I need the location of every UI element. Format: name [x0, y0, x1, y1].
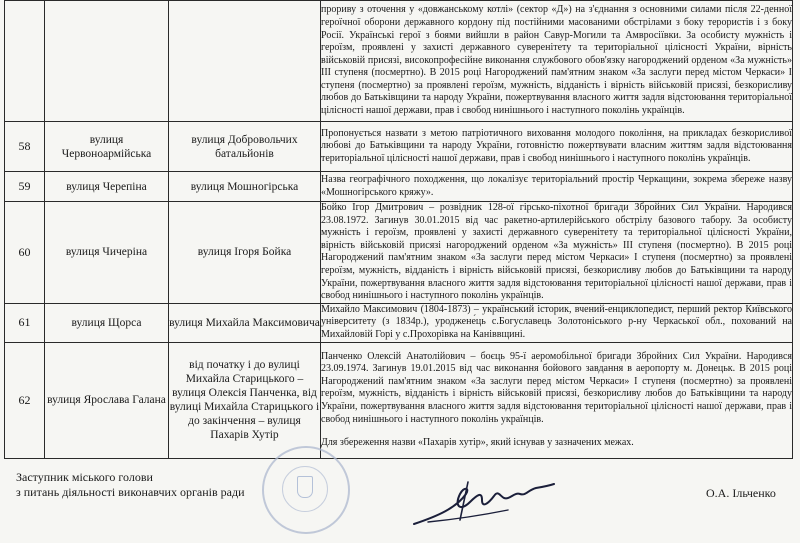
new-street-name: вулиця Ігоря Бойка [169, 202, 321, 304]
row-number: 62 [5, 342, 45, 458]
rename-justification [321, 342, 793, 458]
signatory-name: О.А. Ільченко [706, 486, 776, 500]
justification-text: Назва географічного походження, що локалізує територіальний простір Черкащини, зокрема збереже назву «Мошногірського кряжу». [321, 173, 792, 198]
row-number: 58 [5, 122, 45, 172]
position-line: з питань діяльності виконавчих органів ради [16, 485, 245, 499]
rename-justification [321, 202, 793, 304]
old-street-name: вулиця Черепіна [45, 172, 169, 202]
table-row [5, 122, 793, 172]
justification-text: Панченко Олексій Анатолійович – боєць 95-ї аеромобільної бригади Збройних Сил України. Народився 23.09.1974. Загинув 19.01.2015 від час виконання бойового завдання в аеропорту м. Донецьк. В 2015 році Нагороджений пам'ятним знаком «За заслуги перед містом Черкаси» I ступеня (посмертно) за проявлені героїзм, мужність, відданість і вірність військовій присязі, безкорисливу любов до Батьківщини та народу України, пожертвування власного життя задля відстоювання територіальної цілісності нашої держави, прав і свобод нинішнього і наступного поколінь українців. [321, 350, 792, 425]
handwritten-signature-icon [408, 472, 558, 532]
justification-note: Для збереження назви «Пахарів хутір», який існував у зазначених межах. [321, 437, 634, 449]
rename-justification [321, 303, 793, 342]
justification-text: Бойко Ігор Дмитрович – розвідник 128-ої гірсько-піхотної бригади Збройних Сил України. Народився 23.08.1972. Загинув 30.01.2015 від час ракетно-артилерійського обстрілу базового табору. За особисту мужність і героїзм, проявлені у захисті державного суверенітету та територіальної цілісності України, вірність військовій присязі нагороджений орденом «За мужність» III ступеня (посмертно). В 2015 році Нагороджений пам'ятним знаком «За заслуги перед містом Черкаси» I ступеня (посмертно) за проявлені героїзм, мужність, відданість і вірність військовій присязі, безкорисливу любов до Батьківщини та народу України, пожертвування власного життя задля відстоювання територіальної цілісності нашої держави, прав і свобод нинішнього і наступного поколінь українців. [321, 202, 792, 302]
signature-block [0, 458, 800, 543]
old-street-name: вулиця Ярослава Галана [45, 342, 169, 458]
old-street-name: вулиця Щорса [45, 303, 169, 342]
justification-text: прориву з оточення у «довжанському котлі» (сектор «Д») на з'єднання з основними силами після 22-денної героїчної оборони державного кордону під постійними масованими обстрілами з боку терористів і з боку Росії. Українські герої з боями вийшли в район Савур-Могили та Амвросіївки. За особисту мужність і героїзм, проявлені у захисті державного суверенітету та територіальної цілісності України, вірність військовій присязі, високопрофесійне виконання службового обов'язку нагороджений орденом «За мужність» III ступеня (посмертно). В 2015 році Нагороджений пам'ятним знаком «За заслуги перед містом Черкаси» I ступеня (посмертно) за проявлені героїзм, мужність, відданість і вірність військовій присязі, безкорисливу любов до Батьківщини та народу України, пожертвування власного життя задля відстоювання територіальної цілісності нашої держави, прав і свобод нинішнього і наступного поколінь українців. [321, 4, 792, 117]
new-street-name: вулиця Мошногірська [169, 172, 321, 202]
old-street-name: вулиця Червоноармійська [45, 122, 169, 172]
row-number: 61 [5, 303, 45, 342]
new-street-name [169, 1, 321, 122]
street-rename-table [4, 0, 793, 459]
rename-justification [321, 1, 793, 122]
signatory-position [16, 470, 245, 500]
new-street-name: від початку і до вулиці Михайла Старицького – вулиця Олексія Панченка, від вулиці Михайла Старицького і до закінчення – вулиця Пахарів Хутір [169, 342, 321, 458]
new-street-name: вулиця Добровольчих батальйонів [169, 122, 321, 172]
justification-text: Михайло Максимович (1804-1873) – український історик, вчений-енциклопедист, перший ректор Київського університету (з 1834р.), уроджене́ць с.Богуславець Золотоніського р-ну Черкаської обл., похований на Михайловій Горі у с.Прохорівка на Каніввщині. [321, 303, 792, 341]
table-row [5, 303, 793, 342]
position-line: Заступник міського голови [16, 470, 153, 484]
old-street-name [45, 1, 169, 122]
rename-justification [321, 172, 793, 202]
row-number [5, 1, 45, 122]
official-stamp-icon [262, 446, 350, 534]
coat-of-arms-icon [297, 476, 313, 498]
table-row [5, 1, 793, 122]
new-street-name: вулиця Михайла Максимовича [169, 303, 321, 342]
paragraph-gap [321, 426, 792, 437]
table-row [5, 172, 793, 202]
table-row [5, 342, 793, 458]
old-street-name: вулиця Чичеріна [45, 202, 169, 304]
rename-justification [321, 122, 793, 172]
row-number: 60 [5, 202, 45, 304]
justification-text: Пропонується назвати з метою патріотичного виховання молодого покоління, на прикладах безкорисливої любові до Батьківщини та народу України, готовністю пожертвувати власним життям задля відстоювання територіальної цілісності нашої держави, прав і свобод нинішнього і наступного поколінь українців. [321, 127, 792, 164]
row-number: 59 [5, 172, 45, 202]
table-row [5, 202, 793, 304]
